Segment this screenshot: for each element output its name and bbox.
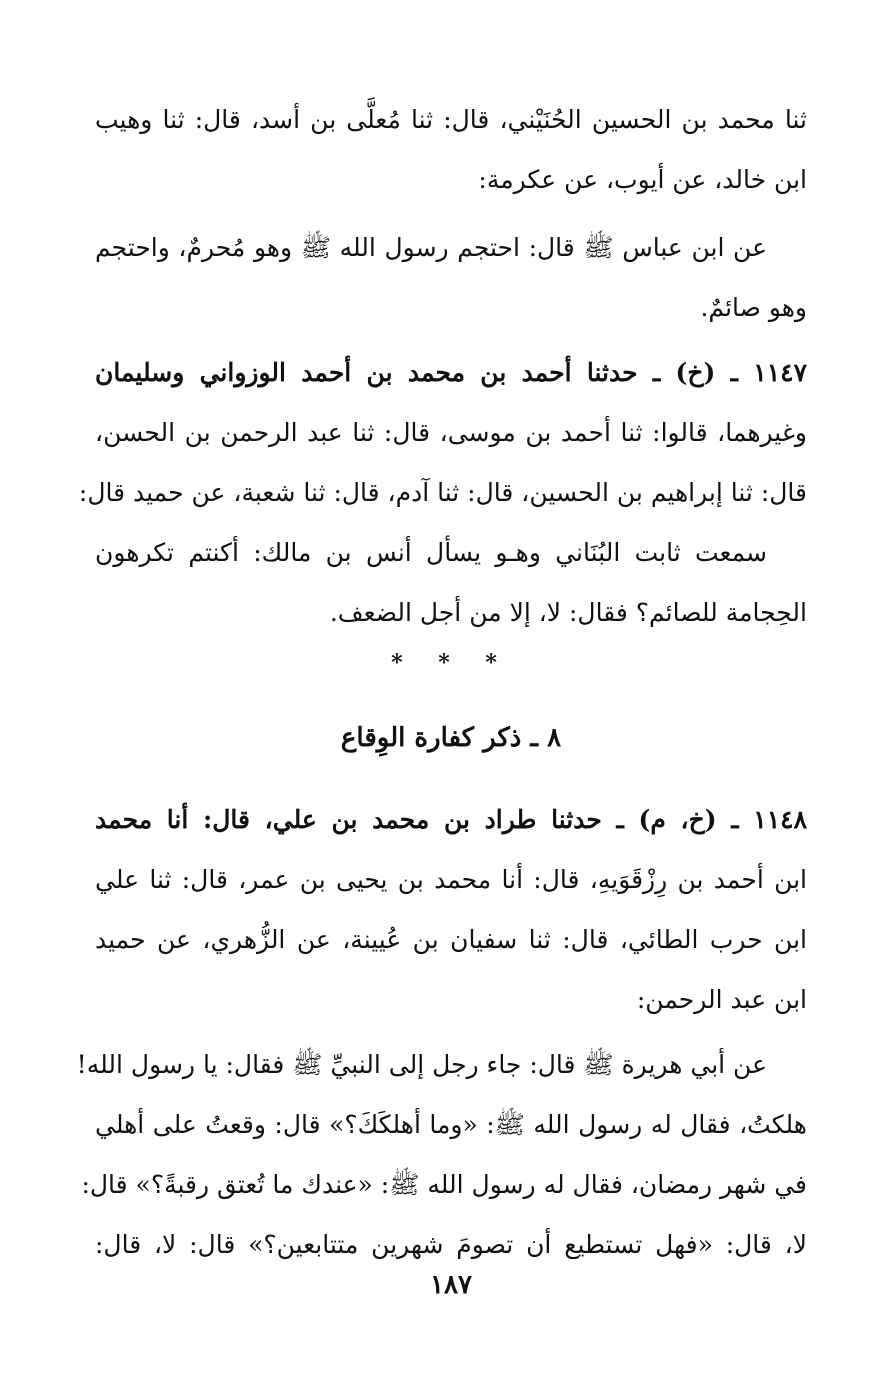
hadith-1147-line-5: الحِجامة للصائم؟ فقال: لا، إلا من أجل الضعف.: [329, 598, 807, 627]
page-number: ١٨٧: [430, 1270, 472, 1300]
hadith-1147-line-1: ١١٤٧ ـ (خ) ـ حدثنا أحمد بن محمد بن أحمد الوزواني وسليمان: [95, 358, 807, 387]
hadith-1148-line-7: في شهر رمضان، فقال له رسول الله ﷺ: «عندك ما تُعتق رقبةً؟» قال:: [81, 1170, 807, 1199]
text-line-1: ثنا محمد بن الحسين الحُنَيْني، قال: ثنا مُعلَّى بن أسد، قال: ثنا وهيب: [95, 105, 807, 134]
hadith-1148-line-1: ١١٤٨ ـ (خ، م) ـ حدثنا طراد بن محمد بن علي، قال: أنا محمد: [95, 805, 807, 834]
book-page: [76, 90, 807, 1330]
hadith-1147-line-4: سمعت ثابت البُنَاني وهـو يسأل أنس بن مالك: أكنتم تكرهون: [95, 538, 767, 567]
text-line-4: وهو صائمٌ.: [700, 293, 807, 322]
hadith-1147-line-3: قال: ثنا إبراهيم بن الحسين، قال: ثنا آدم، قال: ثنا شعبة، عن حميد قال:: [78, 478, 807, 507]
hadith-1147-line-2: وغيرهما، قالوا: ثنا أحمد بن موسى، قال: ثنا عبد الرحمن بن الحسن،: [95, 418, 807, 447]
text-line-3: عن ابن عباس ﷺ قال: احتجم رسول الله ﷺ وهو مُحرمٌ، واحتجم: [95, 233, 767, 262]
section-heading: ٨ ـ ذكر كفارة الوِقاع: [340, 723, 562, 753]
hadith-1148-line-3: ابن حرب الطائي، قال: ثنا سفيان بن عُيينة، عن الزُّهري، عن حميد: [95, 925, 807, 954]
hadith-1148-line-2: ابن أحمد بن رِزْقَوَيهِ، قال: أنا محمد بن يحيى بن عمر، قال: ثنا علي: [95, 865, 807, 894]
hadith-1148-line-8: لا، قال: «فهل تستطيع أن تصومَ شهرين متتابعين؟» قال: لا، قال:: [95, 1230, 807, 1259]
hadith-1148-line-6: هلكتُ، فقال له رسول الله ﷺ: «وما أهلكَكَ؟» قال: وقعتُ على أهلي: [95, 1110, 807, 1139]
text-line-2: ابن خالد، عن أيوب، عن عكرمة:: [478, 165, 807, 194]
hadith-1148-line-4: ابن عبد الرحمن:: [636, 985, 807, 1014]
hadith-1148-line-5: عن أبي هريرة ﷺ قال: جاء رجل إلى النبيِّ ﷺ فقال: يا رسول الله!: [76, 1050, 767, 1079]
section-separator: * * *: [391, 650, 511, 676]
